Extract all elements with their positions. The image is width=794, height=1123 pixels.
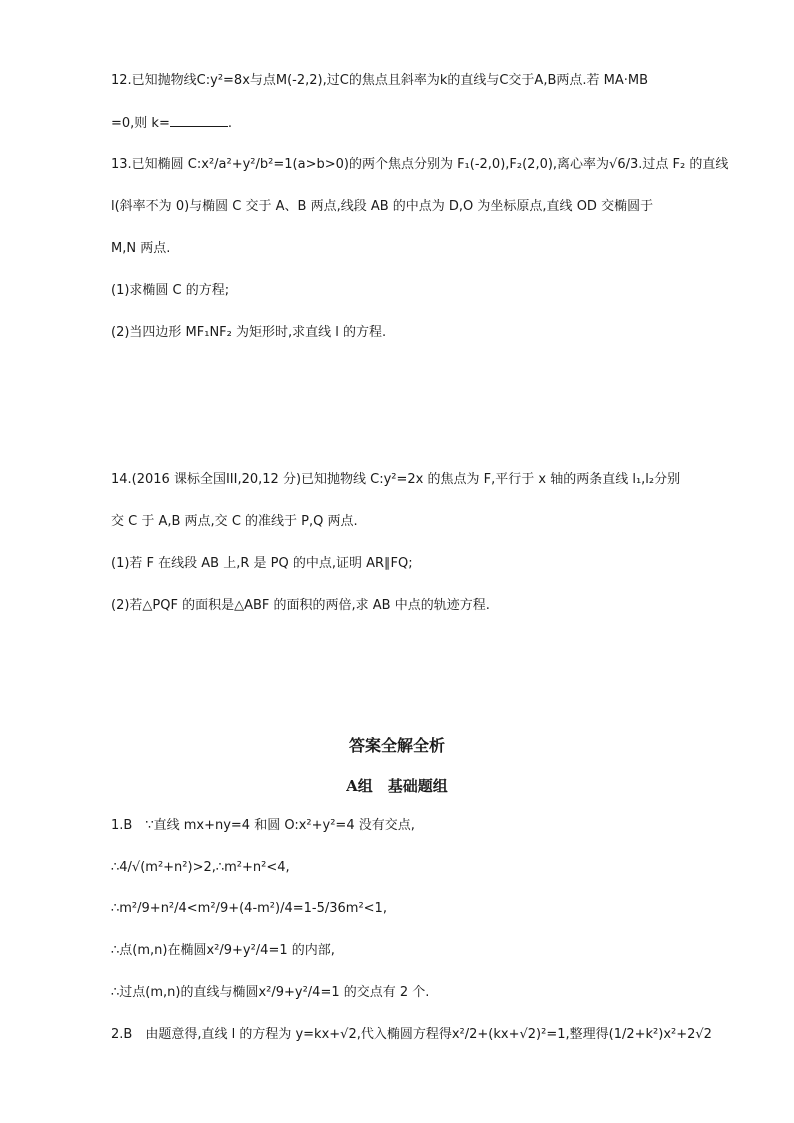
problem-13-question-1: (1)求椭圆 C 的方程; [111, 283, 230, 298]
problem-13-question-2: (2)当四边形 MF₁NF₂ 为矩形时,求直线 l 的方程. [111, 325, 387, 340]
problem-14-line-1: 14.(2016 课标全国III,20,12 分)已知抛物线 C:y²=2x 的焦点为 F,平行于 x 轴的两条直线 l₁,l₂分别 [111, 472, 681, 487]
answer-blank [170, 114, 228, 127]
answers-heading: 答案全解全析 [348, 736, 445, 755]
answer-1-line-3: ∴m²/9+n²/4<m²/9+(4-m²)/4=1-5/36m²<1, [111, 901, 387, 916]
problem-13-line-1: 13.已知椭圆 C:x²/a²+y²/b²=1(a>b>0)的两个焦点分别为 F₁(-2,0),F₂(2,0),离心率为√6/3.过点 F₂ 的直线 [111, 157, 729, 172]
answer-2-line-1: 2.B 由题意得,直线 l 的方程为 y=kx+√2,代入椭圆方程得x²/2+(kx+√2)²=1,整理得(1/2+k²)x²+2√2 [111, 1027, 712, 1042]
answer-1-line-2: ∴4/√(m²+n²)>2,∴m²+n²<4, [111, 860, 290, 875]
problem-12-line-1: 12.已知抛物线C:y²=8x与点M(-2,2),过C的焦点且斜率为k的直线与C交于A,B两点.若 MA·MB [111, 73, 649, 88]
problem-12-period: . [227, 116, 232, 131]
problem-14-question-2: (2)若△PQF 的面积是△ABF 的面积的两倍,求 AB 中点的轨迹方程. [111, 598, 490, 613]
answer-1-line-1: 1.B ∵直线 mx+ny=4 和圆 O:x²+y²=4 没有交点, [111, 818, 415, 833]
problem-13-line-3: M,N 两点. [111, 241, 171, 256]
problem-12-line-2 [111, 114, 232, 133]
answers-group-title: A组 基础题组 [346, 777, 448, 795]
answer-1-line-4: ∴点(m,n)在椭圆x²/9+y²/4=1 的内部, [111, 943, 335, 958]
problem-13-line-2: l(斜率不为 0)与椭圆 C 交于 A、B 两点,线段 AB 的中点为 D,O 为坐标原点,直线 OD 交椭圆于 [111, 199, 654, 214]
problem-14-line-2: 交 C 于 A,B 两点,交 C 的准线于 P,Q 两点. [111, 514, 358, 529]
problem-12-answer-prefix: =0,则 k= [111, 116, 170, 131]
answer-1-line-5: ∴过点(m,n)的直线与椭圆x²/9+y²/4=1 的交点有 2 个. [111, 985, 430, 1000]
problem-14-question-1: (1)若 F 在线段 AB 上,R 是 PQ 的中点,证明 AR∥FQ; [111, 556, 413, 571]
